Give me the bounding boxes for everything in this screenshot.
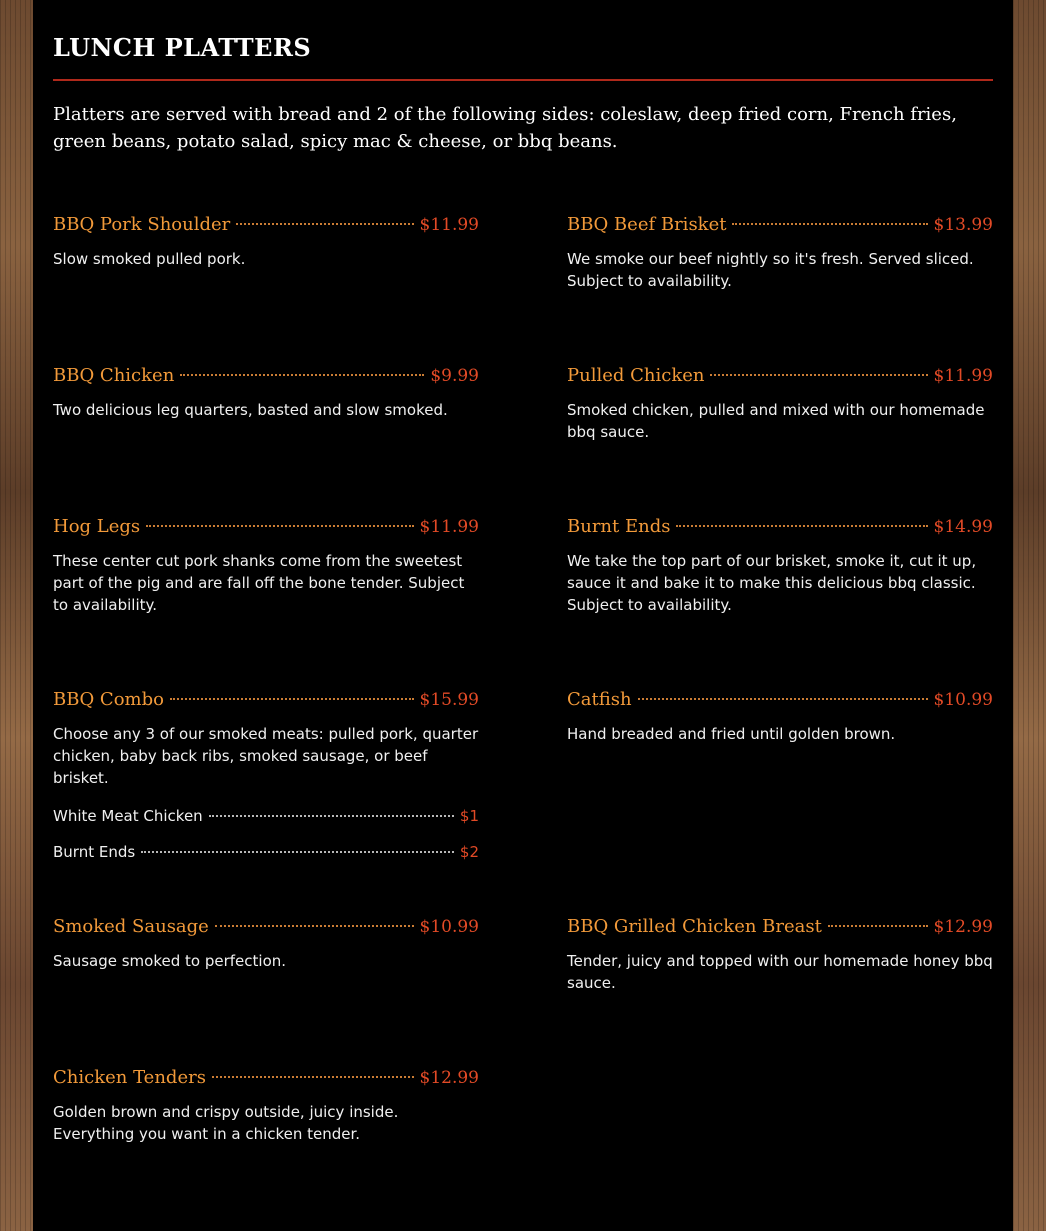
item-name: BBQ Chicken <box>53 365 175 386</box>
item-name: BBQ Pork Shoulder <box>53 214 231 235</box>
item-price: $9.99 <box>430 366 479 386</box>
dot-leader <box>209 815 454 817</box>
item-name: BBQ Combo <box>53 689 164 710</box>
item-name: BBQ Grilled Chicken Breast <box>567 916 822 937</box>
dot-leader <box>180 374 424 376</box>
item-name: Hog Legs <box>53 516 141 537</box>
wood-background-right <box>1013 0 1046 1231</box>
dot-leader <box>236 223 413 225</box>
item-price: $11.99 <box>419 517 479 537</box>
menu-item <box>567 365 993 443</box>
item-description: Two delicious leg quarters, basted and slow smoked. <box>53 401 448 419</box>
item-description: These center cut pork shanks come from the sweetest part of the pig and are fall off the bone tender. Subject to availability. <box>53 552 465 614</box>
item-name: Smoked Sausage <box>53 916 209 937</box>
dot-leader <box>212 1076 414 1078</box>
dot-leader <box>638 698 928 700</box>
item-price: $12.99 <box>933 917 993 937</box>
item-description: We smoke our beef nightly so it's fresh. Served sliced. Subject to availability. <box>567 250 974 290</box>
wood-background-left <box>0 0 33 1231</box>
menu-item <box>567 214 993 292</box>
addon-price: $2 <box>459 843 479 861</box>
dot-leader <box>141 851 454 853</box>
item-price: $11.99 <box>933 366 993 386</box>
addon-row <box>53 807 479 825</box>
addon-name: White Meat Chicken <box>53 807 203 825</box>
dot-leader <box>676 525 927 527</box>
item-description: Smoked chicken, pulled and mixed with our homemade bbq sauce. <box>567 401 985 441</box>
addon-price: $1 <box>459 807 479 825</box>
item-price: $10.99 <box>933 690 993 710</box>
dot-leader <box>732 223 927 225</box>
menu-item <box>53 689 479 861</box>
menu-item <box>53 916 479 972</box>
item-price: $14.99 <box>933 517 993 537</box>
item-price: $10.99 <box>419 917 479 937</box>
dot-leader <box>215 925 414 927</box>
item-price: $12.99 <box>419 1068 479 1088</box>
item-description: Choose any 3 of our smoked meats: pulled pork, quarter chicken, baby back ribs, smoked sausage, or beef brisket. <box>53 725 479 787</box>
menu-item <box>53 214 479 270</box>
item-description: Tender, juicy and topped with our homemade honey bbq sauce. <box>567 952 993 992</box>
menu-item <box>53 365 479 421</box>
item-description: Hand breaded and fried until golden brown. <box>567 725 896 743</box>
menu-panel <box>33 0 1013 1231</box>
addon-row <box>53 843 479 861</box>
dot-leader <box>828 925 928 927</box>
section-title: LUNCH PLATTERS <box>53 33 312 62</box>
menu-item <box>53 1067 479 1145</box>
addon-name: Burnt Ends <box>53 843 136 861</box>
menu-item <box>567 916 993 994</box>
menu-item <box>567 689 993 745</box>
item-price: $15.99 <box>419 690 479 710</box>
item-name: Catfish <box>567 689 632 710</box>
item-name: BBQ Beef Brisket <box>567 214 727 235</box>
item-description: Slow smoked pulled pork. <box>53 250 246 268</box>
menu-item <box>567 516 993 616</box>
section-intro: Platters are served with bread and 2 of the following sides: coleslaw, deep fried corn, French fries, green beans, potato salad, spicy mac & cheese, or bbq beans. <box>53 104 957 152</box>
dot-leader <box>710 374 927 376</box>
item-description: Golden brown and crispy outside, juicy inside. Everything you want in a chicken tender. <box>53 1103 399 1143</box>
menu-item <box>53 516 479 616</box>
dot-leader <box>170 698 414 700</box>
item-name: Burnt Ends <box>567 516 671 537</box>
dot-leader <box>146 525 413 527</box>
item-description: We take the top part of our brisket, smoke it, cut it up, sauce it and bake it to make this delicious bbq classic. Subject to availability. <box>567 552 977 614</box>
item-description: Sausage smoked to perfection. <box>53 952 287 970</box>
title-divider <box>53 79 993 81</box>
item-name: Chicken Tenders <box>53 1067 206 1088</box>
item-price: $13.99 <box>933 215 993 235</box>
item-name: Pulled Chicken <box>567 365 705 386</box>
item-price: $11.99 <box>419 215 479 235</box>
